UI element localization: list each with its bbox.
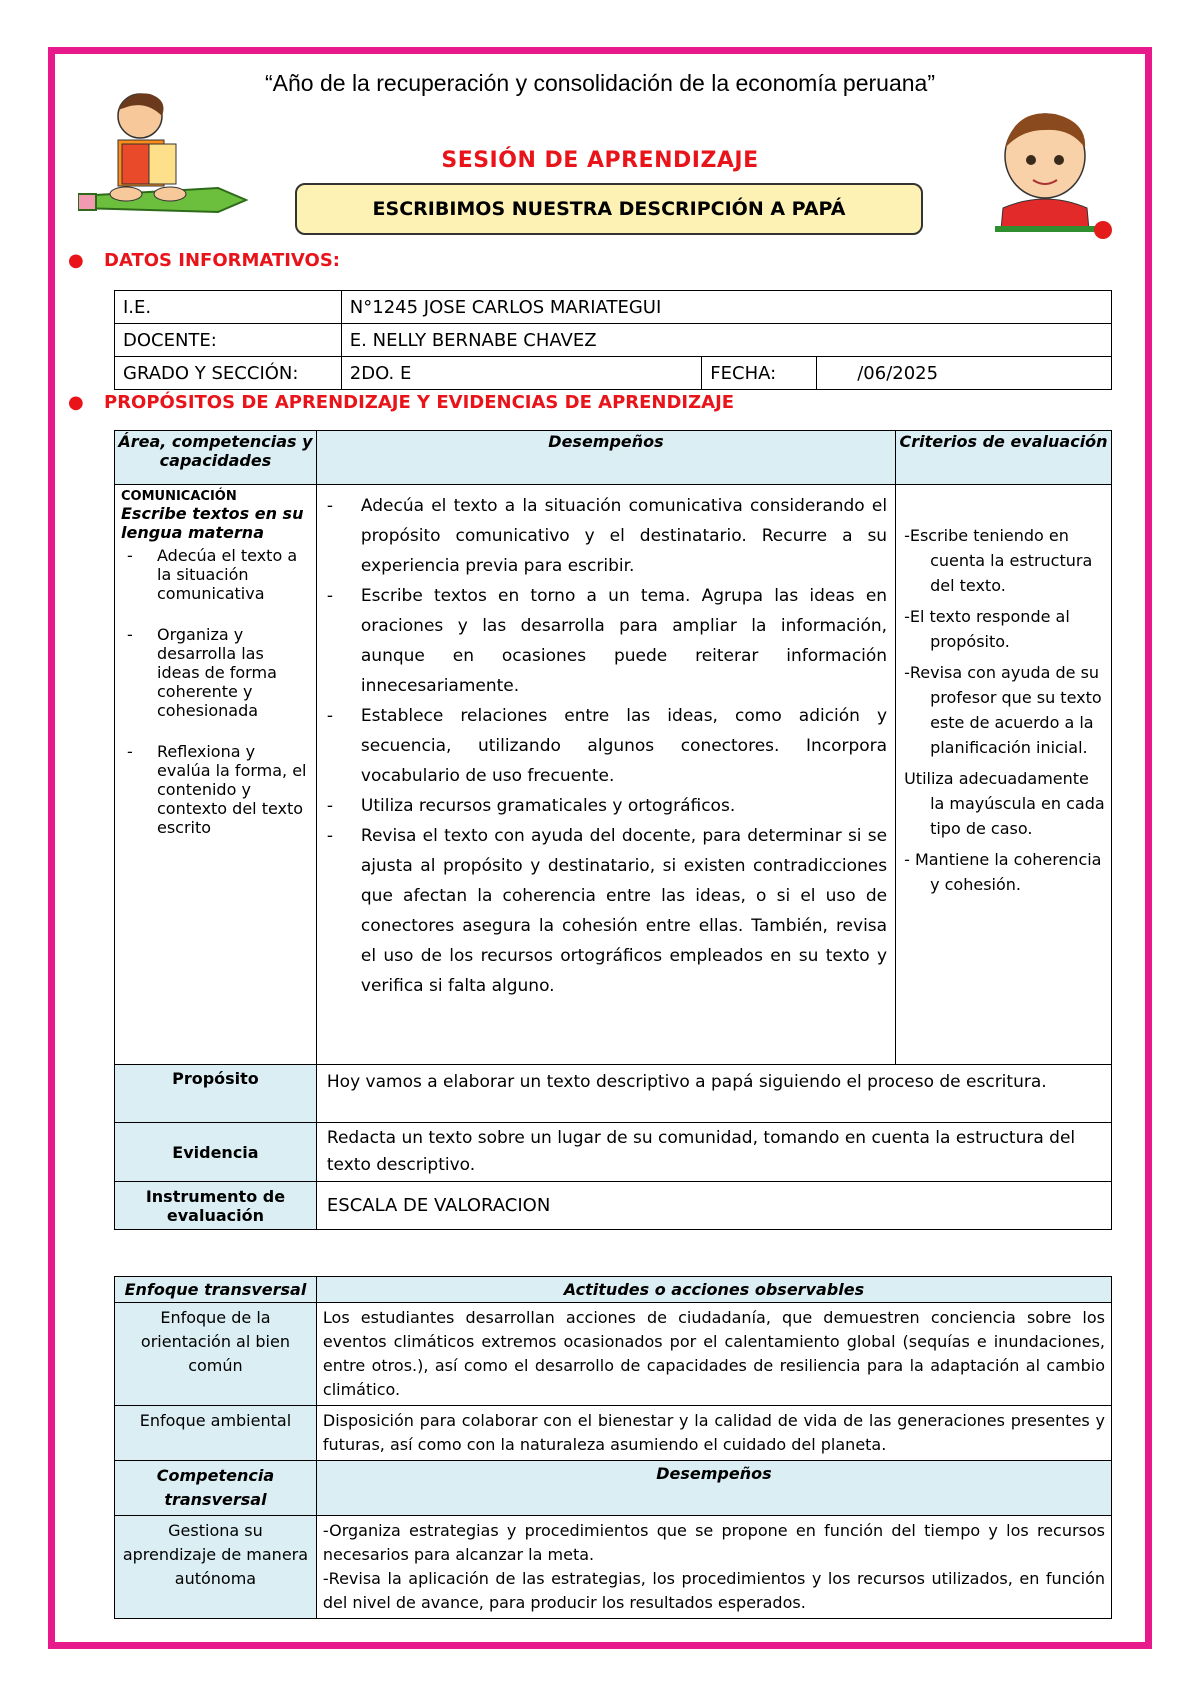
- proposito-value: Hoy vamos a elaborar un texto descriptivo a papá siguiendo el proceso de escritura.: [316, 1065, 1111, 1123]
- table-row: [115, 1516, 1112, 1619]
- list-item: -Revisa con ayuda de su profesor que su texto este de acuerdo a la planificación inicial.: [904, 663, 1102, 757]
- fecha-label: FECHA:: [702, 357, 817, 390]
- enfoque-name: Enfoque ambiental: [115, 1406, 317, 1461]
- table-row: [115, 1065, 1112, 1123]
- section-propositos: [68, 392, 734, 413]
- table-row: [115, 1277, 1112, 1303]
- session-title: SESIÓN DE APRENDIZAJE: [441, 148, 759, 173]
- list-item: -Organiza estrategias y procedimientos que se propone en función del tiempo y los recursos necesarios para alcanzar la meta.: [322, 1521, 1105, 1564]
- purposes-table: [114, 430, 1112, 1230]
- header-desempenos-transversal: Desempeños: [316, 1461, 1111, 1516]
- enfoque-name: Enfoque de la orientación al bien común: [115, 1303, 317, 1406]
- competencia-desempenos: [316, 1516, 1111, 1619]
- proposito-label: Propósito: [115, 1065, 317, 1123]
- evidencia-value: Redacta un texto sobre un lugar de su comunidad, tomando en cuenta la estructura del texto descriptivo.: [316, 1123, 1111, 1182]
- list-item: - Adecúa el texto a la situación comunicativa considerando el propósito comunicativo y el destinatario. Recurre a su experiencia previa para escribir.: [321, 491, 887, 581]
- ie-label: I.E.: [115, 291, 342, 324]
- section-datos-label: DATOS INFORMATIVOS:: [104, 250, 341, 271]
- list-item: - Revisa el texto con ayuda del docente, para determinar si se ajusta al propósito y destinatario, si existen contradicciones que afectan la coherencia entre las ideas, o si el uso de conectores asegura la cohesión entre ellas. También, revisa el uso de los recursos ortográficos empleados en su texto y verifica si falta alguno.: [321, 821, 887, 1001]
- table-row: [115, 1303, 1112, 1406]
- table-row: [115, 1123, 1112, 1182]
- area-name: COMUNICACIÓN: [121, 489, 237, 504]
- instrumento-label: Instrumento de evaluación: [115, 1182, 317, 1230]
- grado-label: GRADO Y SECCIÓN:: [115, 357, 342, 390]
- performances-list: [321, 491, 887, 1001]
- bullet-icon: ●: [68, 392, 84, 413]
- docente-value: E. NELLY BERNABE CHAVEZ: [341, 324, 1111, 357]
- competencia-name: Gestiona su aprendizaje de manera autónoma: [115, 1516, 317, 1619]
- list-item: - Establece relaciones entre las ideas, como adición y secuencia, utilizando algunos conectores. Incorpora vocabulario de uso frecuente.: [321, 701, 887, 791]
- header-desempenos: Desempeños: [316, 431, 895, 485]
- motto: “Año de la recuperación y consolidación de la economía peruana”: [265, 70, 935, 96]
- list-item: -El texto responde al propósito.: [904, 607, 1070, 651]
- approaches-table: [114, 1276, 1112, 1619]
- list-item: - Reflexiona y evalúa la forma, el contenido y contexto del texto escrito: [121, 742, 310, 837]
- info-table: [114, 290, 1112, 390]
- ie-value: N°1245 JOSE CARLOS MARIATEGUI: [341, 291, 1111, 324]
- evidencia-label: Evidencia: [115, 1123, 317, 1182]
- header-criterios: Criterios de evaluación: [896, 431, 1112, 485]
- table-row: [115, 1461, 1112, 1516]
- header-area: Área, competencias y capacidades: [115, 431, 317, 485]
- header-actitudes: Actitudes o acciones observables: [316, 1277, 1111, 1303]
- table-row: [115, 485, 1112, 1065]
- list-item: - Utiliza recursos gramaticales y ortográficos.: [321, 791, 887, 821]
- section-datos: [68, 250, 340, 271]
- area-cell: [115, 485, 317, 1065]
- list-item: - Adecúa el texto a la situación comunicativa: [121, 546, 310, 603]
- boy-writing-illustration: [985, 108, 1115, 248]
- list-item: - Mantiene la coherencia y cohesión.: [904, 850, 1102, 894]
- capacities-list: [121, 546, 310, 837]
- table-row: [115, 431, 1112, 485]
- enfoque-text: Disposición para colaborar con el bienestar y la calidad de vida de las generaciones presentes y futuras, así como con la naturaleza asumiendo el cuidado del planeta.: [316, 1406, 1111, 1461]
- lesson-title: [295, 183, 923, 235]
- section-propositos-label: PROPÓSITOS DE APRENDIZAJE Y EVIDENCIAS DE APRENDIZAJE: [104, 392, 735, 413]
- instrumento-value: ESCALA DE VALORACION: [316, 1182, 1111, 1230]
- grado-value: 2DO. E: [341, 357, 702, 390]
- fecha-value: /06/2025: [817, 357, 1112, 390]
- competence-name: Escribe textos en su lengua materna: [121, 504, 304, 542]
- table-row: [115, 324, 1112, 357]
- criteria-cell: [896, 485, 1112, 1065]
- list-item: -Revisa la aplicación de las estrategias, los procedimientos y los recursos utilizados, en función del nivel de avance, para producir los resultados esperados.: [322, 1569, 1105, 1612]
- header-enfoque: Enfoque transversal: [115, 1277, 317, 1303]
- list-item: - Escribe textos en torno a un tema. Agrupa las ideas en oraciones y las desarrolla para ampliar la información, aunque en ocasiones puede reiterar información innecesariamente.: [321, 581, 887, 701]
- performances-cell: [316, 485, 895, 1065]
- table-row: [115, 1406, 1112, 1461]
- table-row: [115, 1182, 1112, 1230]
- table-row: [115, 291, 1112, 324]
- docente-label: DOCENTE:: [115, 324, 342, 357]
- list-item: -Escribe teniendo en cuenta la estructura del texto.: [904, 526, 1093, 595]
- table-row: [115, 357, 1112, 390]
- list-item: - Organiza y desarrolla las ideas de forma coherente y cohesionada: [121, 625, 310, 720]
- enfoque-text: Los estudiantes desarrollan acciones de ciudadanía, que demuestren conciencia sobre los eventos climáticos extremos ocasionados por el calentamiento global (sequías e inundaciones, entre otros.), así como el desarrollo de capacidades de resiliencia para la adaptación al cambio climático.: [316, 1303, 1111, 1406]
- criteria-list: [902, 523, 1105, 897]
- lesson-title-text: ESCRIBIMOS NUESTRA DESCRIPCIÓN A PAPÁ: [372, 198, 846, 220]
- list-item: Utiliza adecuadamente la mayúscula en cada tipo de caso.: [904, 769, 1105, 838]
- header-competencia: Competencia transversal: [115, 1461, 317, 1516]
- bullet-icon: ●: [68, 250, 84, 271]
